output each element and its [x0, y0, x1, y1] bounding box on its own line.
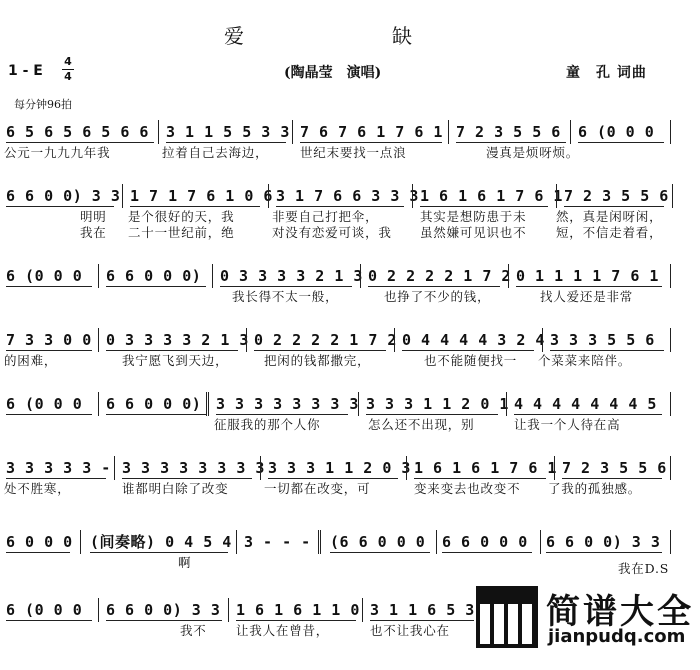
lyric: 征服我的那个人你 [214, 417, 321, 432]
lyric: 非要自己打把伞， [272, 209, 379, 224]
lyric: 对没有恋爱可谈，我 [272, 225, 392, 240]
measure: 3 3 3 3 3 3 3 3 [216, 395, 359, 413]
composer-credit: 童 孔 词曲 [566, 65, 647, 81]
lyric: 啊 [178, 555, 192, 570]
score-row-1 [0, 122, 700, 192]
lyric: 明明 [80, 209, 107, 224]
lyric: 短，不信走着看， [556, 225, 663, 240]
measure: (6 6 0 0 0 [330, 532, 430, 553]
lyric: 虽然嫌可见识也不 [420, 225, 527, 240]
lyric: 也挣了不少的钱， [384, 289, 491, 304]
measure: 3 3 3 3 3 3 3 3 [122, 459, 265, 477]
lyric: 漫真是烦呀烦。 [486, 145, 580, 160]
measure: 3 3 3 3 3 - [6, 459, 111, 477]
measure: 7 2 3 5 5 6 [564, 187, 669, 205]
watermark-brand: 简谱大全 [546, 592, 694, 632]
lyric: 了我的孤独感。 [548, 481, 642, 496]
watermark-url: jianpudq.com [548, 626, 686, 647]
measure: 0 3 3 3 3 2 1 3 [220, 267, 363, 285]
measure: 6 (0 0 0 [6, 394, 92, 415]
lyric: 处不胜寒， [4, 481, 71, 496]
lyric: 拉着自己去海边， [162, 145, 269, 160]
measure: 0 3 3 3 3 2 1 3 [106, 331, 249, 349]
measure: 6 5 6 5 6 5 6 6 [6, 122, 154, 143]
lyric: 我在 [80, 225, 107, 240]
measure: 3 1 1 5 5 3 3 [166, 123, 290, 141]
measure: 3 - - - [244, 533, 311, 551]
score-row-2 [0, 186, 700, 256]
measure: 6 6 0 0) 3 3 [106, 601, 221, 619]
measure: 6 6 0 0) 3 3 [546, 533, 661, 551]
measure: 7 2 3 5 5 6 [456, 122, 566, 143]
lyric: 也不能随便找一 [424, 353, 518, 368]
lyric: 我不 [180, 623, 207, 638]
score-row-4 [0, 330, 700, 400]
measure: 3 3 3 5 5 6 [550, 330, 664, 351]
lyric: 让我一个人待在高 [514, 417, 621, 432]
time-signature-top: 4 [64, 55, 72, 68]
measure: 7 3 3 0 0 [6, 331, 92, 349]
measure: 6 (0 0 0 [6, 266, 92, 287]
lyric: 让我人在曾昔， [236, 623, 330, 638]
lyric: 公元一九九九年我 [4, 145, 111, 160]
measure: 0 2 2 2 2 1 7 2 [254, 331, 397, 349]
measure: 7 6 7 6 1 7 6 1 [300, 123, 443, 141]
measure: 1 6 1 6 1 7 6 1 [420, 187, 563, 205]
measure: 3 1 1 6 5 3 [370, 601, 475, 619]
measure: 6 (0 0 0 [6, 600, 92, 621]
lyric: 是个很好的天，我 [128, 209, 235, 224]
lyric: 其实是想防患于未 [420, 209, 527, 224]
measure: 1 6 1 6 1 7 6 1 [414, 459, 557, 477]
measure: 4 4 4 4 4 4 4 5 [514, 394, 662, 415]
measure: 1 7 1 7 6 1 0 6 [130, 187, 273, 205]
lyric: 个菜菜来陪伴。 [538, 353, 632, 368]
measure: 6 (0 0 0 [578, 122, 664, 143]
lyric: 我宁愿飞到天边， [122, 353, 229, 368]
measure: 6 6 0 0 0 [442, 532, 532, 553]
piano-keys-icon [476, 586, 538, 648]
measure: 6 6 0 0) 3 3 [6, 187, 121, 205]
watermark-logo [476, 586, 700, 650]
measure: 6 6 0 0 0) [106, 266, 206, 287]
lyric: 世纪末要找一点浪 [300, 145, 407, 160]
measure: 7 2 3 5 5 6 [562, 459, 667, 477]
lyric: 谁都明白除了改变 [122, 481, 229, 496]
measure: (间奏略) 0 4 5 4 [90, 533, 232, 551]
measure: 3 3 3 1 1 2 0 1 [366, 395, 509, 413]
lyric: 变来变去也改变不 [414, 481, 521, 496]
measure: 1 6 1 6 1 1 0 [236, 601, 360, 619]
lyric: 然，真是闲呀闲， [556, 209, 663, 224]
measure: 0 2 2 2 2 1 7 2 [368, 267, 511, 285]
measure: 6 0 0 0 [6, 533, 73, 551]
time-signature-bottom: 4 [64, 70, 72, 83]
score-row-6 [0, 458, 700, 528]
measure: 0 4 4 4 4 3 2 4 [402, 331, 545, 349]
singer-credit: (陶晶莹 演唱) [284, 65, 382, 81]
score-row-5 [0, 394, 700, 464]
measure: 3 3 3 1 1 2 0 3 [268, 459, 411, 477]
lyric: 我在D.S [618, 561, 670, 576]
lyric: 二十一世纪前，绝 [128, 225, 235, 240]
measure: 0 1 1 1 1 7 6 1 [516, 266, 662, 287]
lyric: 的困难， [4, 353, 58, 368]
lyric: 怎么还不出现，别 [368, 417, 475, 432]
measure: 6 6 0 0 0) [106, 394, 206, 415]
song-title: 爱 缺 [224, 24, 476, 48]
key-signature: 1 - E [8, 63, 43, 79]
lyric: 找人爱还是非常 [540, 289, 634, 304]
tempo-marking: 每分钟96拍 [14, 98, 72, 111]
lyric: 把闲的钱都撒完， [264, 353, 371, 368]
measure: 3 1 7 6 6 3 3 3 [276, 187, 419, 205]
lyric: 一切都在改变，可 [264, 481, 371, 496]
time-signature [62, 56, 74, 83]
lyric: 我长得不太一般， [232, 289, 339, 304]
lyric: 也不让我心在 [370, 623, 450, 638]
score-row-3 [0, 266, 700, 336]
